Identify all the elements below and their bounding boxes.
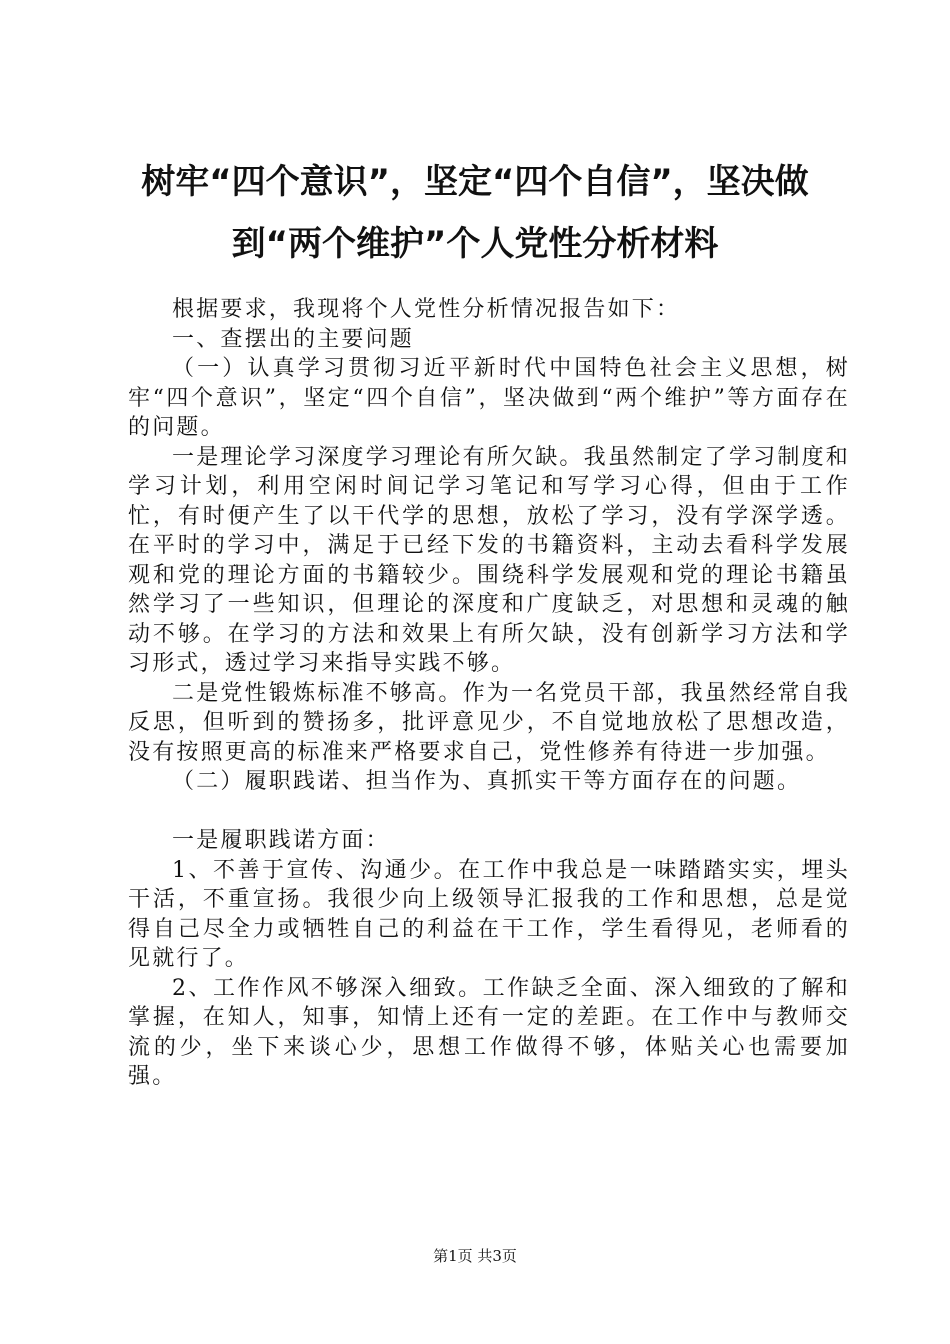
document-title-line-2: 到“两个维护”个人党性分析材料 (231, 224, 719, 264)
body-paragraph: 一是理论学习深度学习理论有所欠缺。我虽然制定了学习制度和学习计划，利用空闲时间记学习笔记和写学习心得，但由于工作忙，有时便产生了以干代学的思想，放松了学习，没有学深学透。在平时的学习中，满足于已经下发的书籍资料，主动去看科学发展观和党的理论方面的书籍较少。围绕科学发展观和党的理论书籍虽然学习了一些知识，但理论的深度和广度缺乏，对思想和灵魂的触动不够。在学习的方法和效果上有所欠缺，没有创新学习方法和学习形式，透过学习来指导实践不够。 (128, 444, 850, 676)
document-title-line-1: 树牢“四个意识”，坚定“四个自信”，坚决做 (141, 162, 809, 202)
body-paragraph: 一是履职践诺方面： (172, 828, 390, 853)
subsection-heading-2: （二）履职践诺、担当作为、真抓实干等方面存在的问题。 (172, 769, 802, 794)
intro-paragraph: 根据要求，我现将个人党性分析情况报告如下： (172, 297, 681, 322)
body-paragraph: 1、不善于宣传、沟通少。在工作中我总是一味踏踏实实，埋头干活，不重宣扬。我很少向上级领导汇报我的工作和思想，总是觉得自己尽全力或牺牲自己的利益在干工作，学生看得见，老师看的见就行了。 (128, 857, 850, 971)
body-paragraph: 二是党性锻炼标准不够高。作为一名党员干部，我虽然经常自我反思，但听到的赞扬多，批评意见少，不自觉地放松了思想改造，没有按照更高的标准来严格要求自己，党性修养有待进一步加强。 (128, 680, 850, 765)
body-paragraph: 2、工作作风不够深入细致。工作缺乏全面、深入细致的了解和掌握，在知人，知事，知情上还有一定的差距。在工作中与教师交流的少，坐下来谈心少，思想工作做得不够，体贴关心也需要加强。 (128, 975, 850, 1089)
page-footer: 第1页 共3页 (433, 1247, 517, 1265)
document-body (128, 295, 850, 1092)
subsection-heading-1: （一）认真学习贯彻习近平新时代中国特色社会主义思想，树牢“四个意识”，坚定“四个自信”，坚决做到“两个维护”等方面存在的问题。 (128, 356, 850, 440)
section-heading-1: 一、查摆出的主要问题 (172, 326, 415, 352)
